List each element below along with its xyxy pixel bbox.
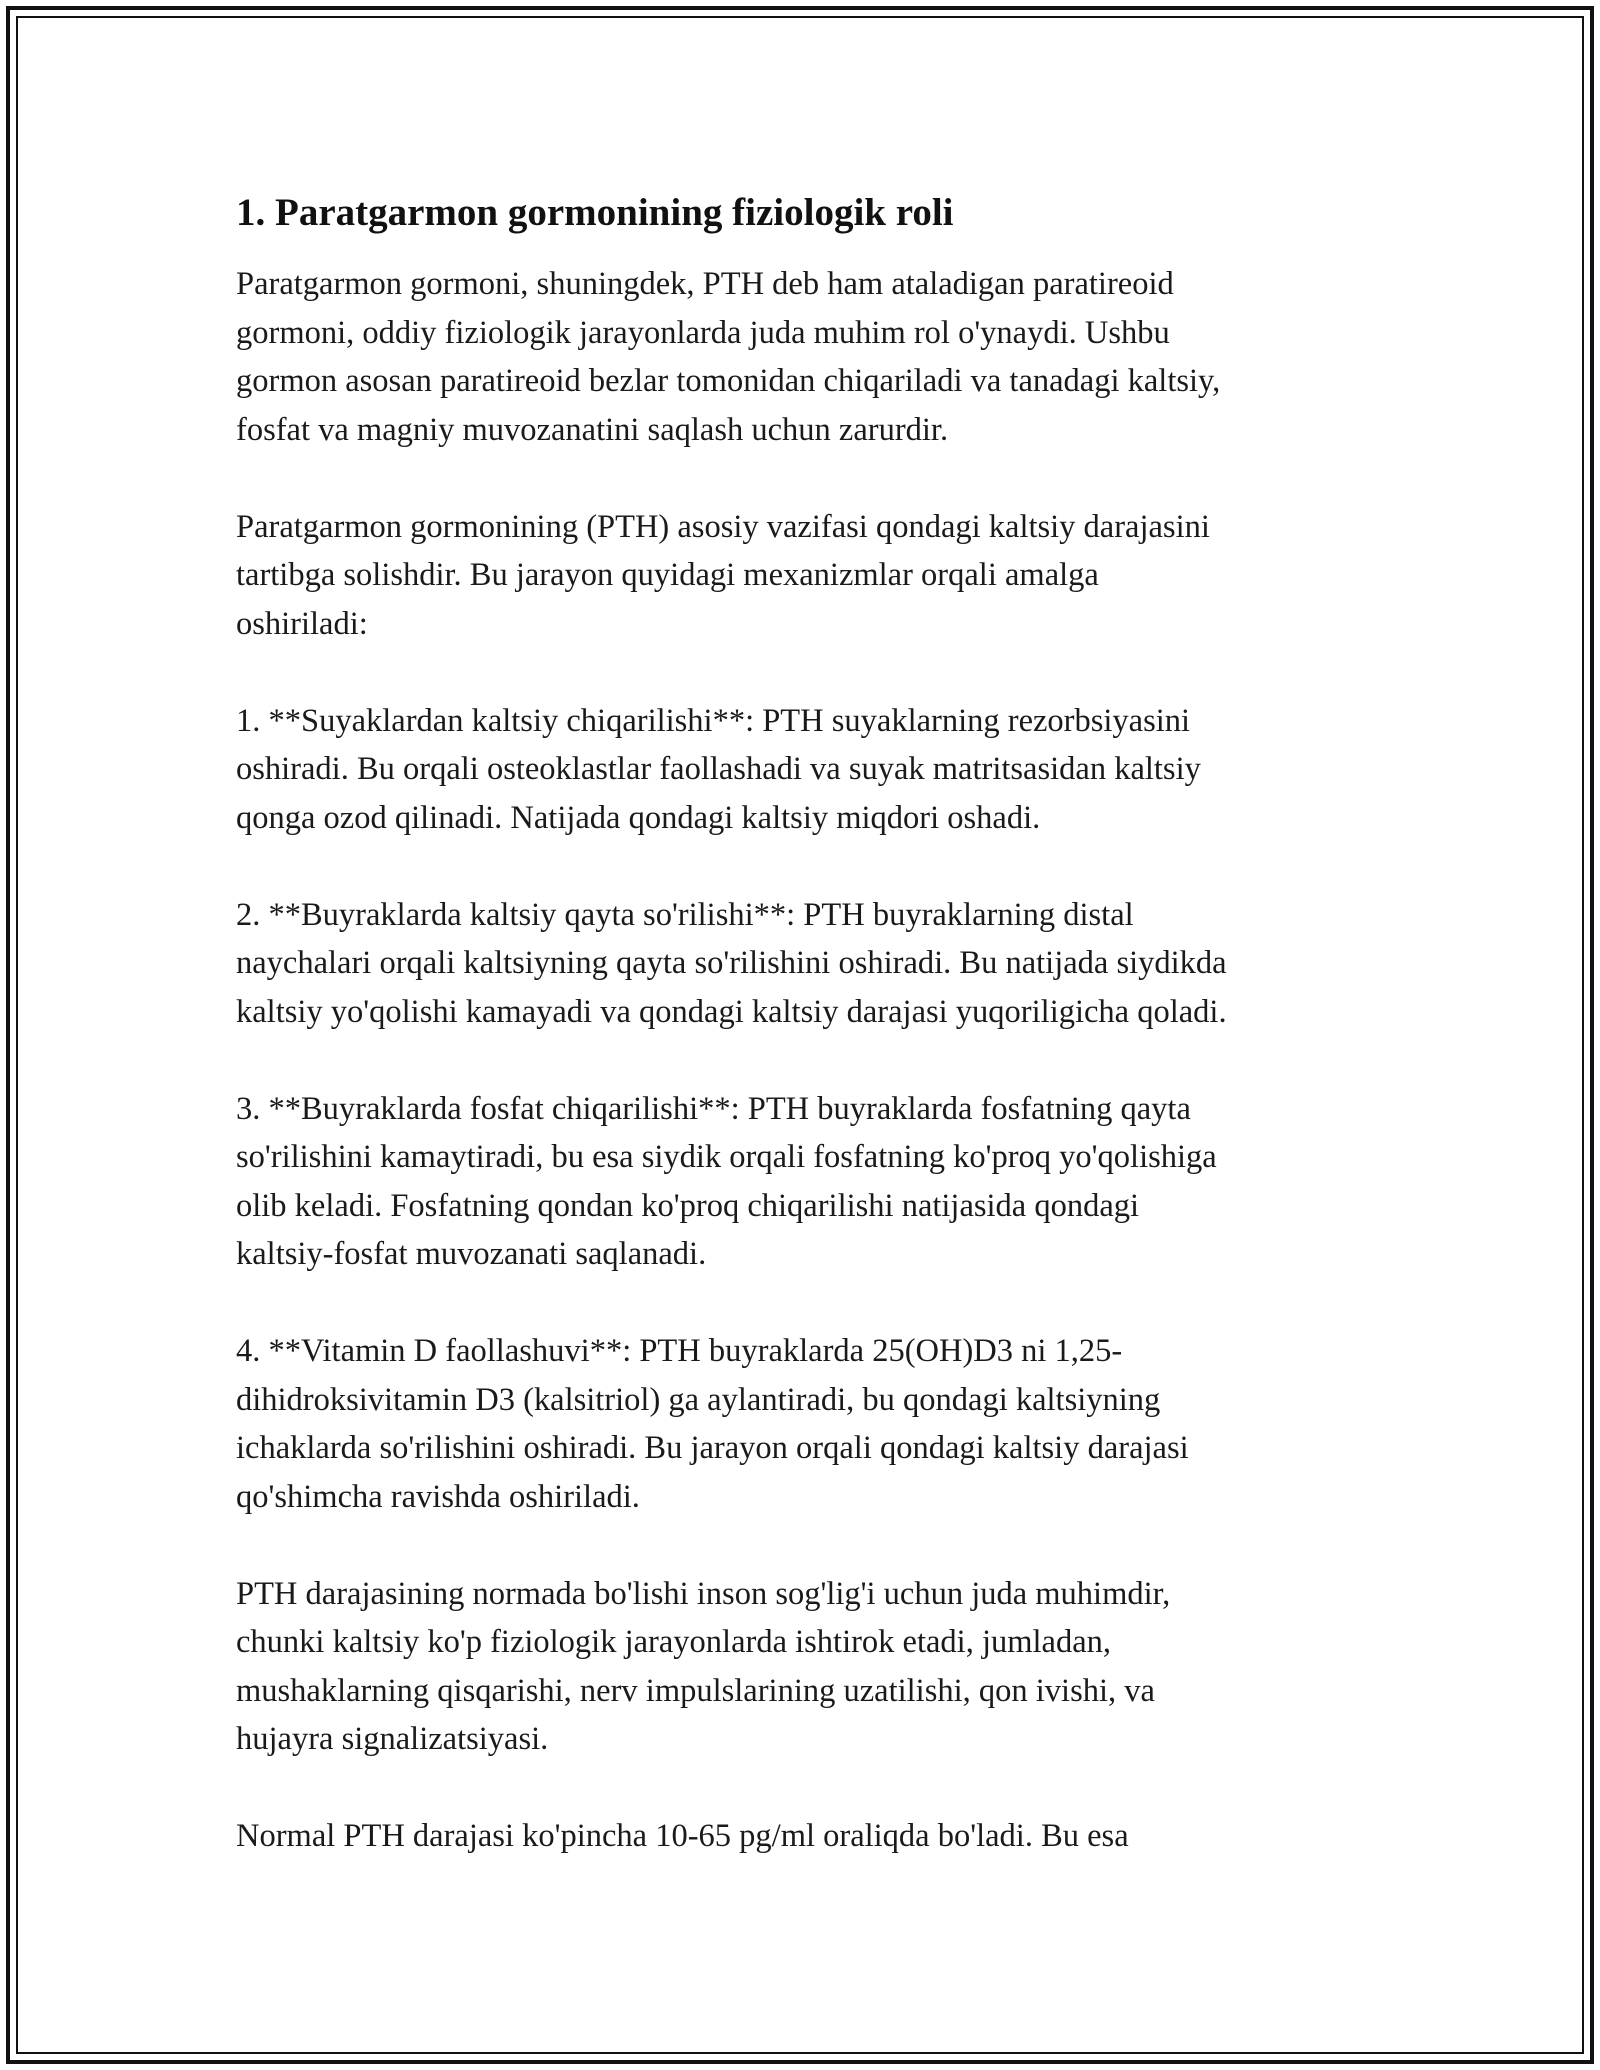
document-title: 1. Paratgarmon gormonining fiziologik roli — [236, 191, 954, 234]
paragraph-normal-range: Normal PTH darajasi ko'pincha 10-65 pg/ml oraliqda bo'ladi. Bu esa — [236, 1818, 1129, 1854]
list-item-kidney-calcium-reabsorption: 2. **Buyraklarda kaltsiy qayta so'rilishi**: PTH buyraklarning distal naychalari orqali kaltsiyning qayta so'rilishini oshiradi. Bu natijada siydikda kaltsiy yo'qolishi kamayadi va qondagi kaltsiy darajasi yuqoriligicha qoladi. — [236, 896, 1227, 1030]
paragraph-intro: Paratgarmon gormoni, shuningdek, PTH deb ham ataladigan paratireoid gormoni, oddiy fiziologik jarayonlarda juda muhim rol o'ynaydi. Ushbu gormon asosan paratireoid bezlar tomonidan chiqariladi va tanadagi kaltsiy, fosfat va magniy muvozanatini saqlash uchun zarurdir. — [236, 266, 1221, 448]
list-item-kidney-phosphate-excretion: 3. **Buyraklarda fosfat chiqarilishi**: PTH buyraklarda fosfatning qayta so'rilishini kamaytiradi, bu esa siydik orqali fosfatning ko'proq yo'qolishiga olib keladi. Fosfatning qondan ko'proq chiqarilishi natijasida qondagi kaltsiy-fosfat muvozanati saqlanadi. — [236, 1090, 1217, 1272]
list-item-vitamin-d-activation: 4. **Vitamin D faollashuvi**: PTH buyraklarda 25(OH)D3 ni 1,25- dihidroksivitamin D3 (kalsitriol) ga aylantiradi, bu qondagi kaltsiyning ichaklarda so'rilishini oshiradi. Bu jarayon orqali qondagi kaltsiy darajasi qo'shimcha ravishda oshiriladi. — [236, 1333, 1189, 1515]
list-item-bone-calcium-release: 1. **Suyaklardan kaltsiy chiqarilishi**: PTH suyaklarning rezorbsiyasini oshiradi. Bu orqali osteoklastlar faollashadi va suyak matritsasidan kaltsiy qonga ozod qilinadi. Natijada qondagi kaltsiy miqdori oshadi. — [236, 702, 1201, 836]
document-body — [236, 188, 1366, 1909]
paragraph-main-function: Paratgarmon gormonining (PTH) asosiy vazifasi qondagi kaltsiy darajasini tartibga solishdir. Bu jarayon quyidagi mexanizmlar orqali amalga oshiriladi: — [236, 508, 1210, 642]
paragraph-importance: PTH darajasining normada bo'lishi inson sog'lig'i uchun juda muhimdir, chunki kaltsiy ko'p fiziologik jarayonlarda ishtirok etadi, jumladan, mushaklarning qisqarishi, nerv impulslarining uzatilishi, qon ivishi, va hujayra signalizatsiyasi. — [236, 1575, 1171, 1757]
